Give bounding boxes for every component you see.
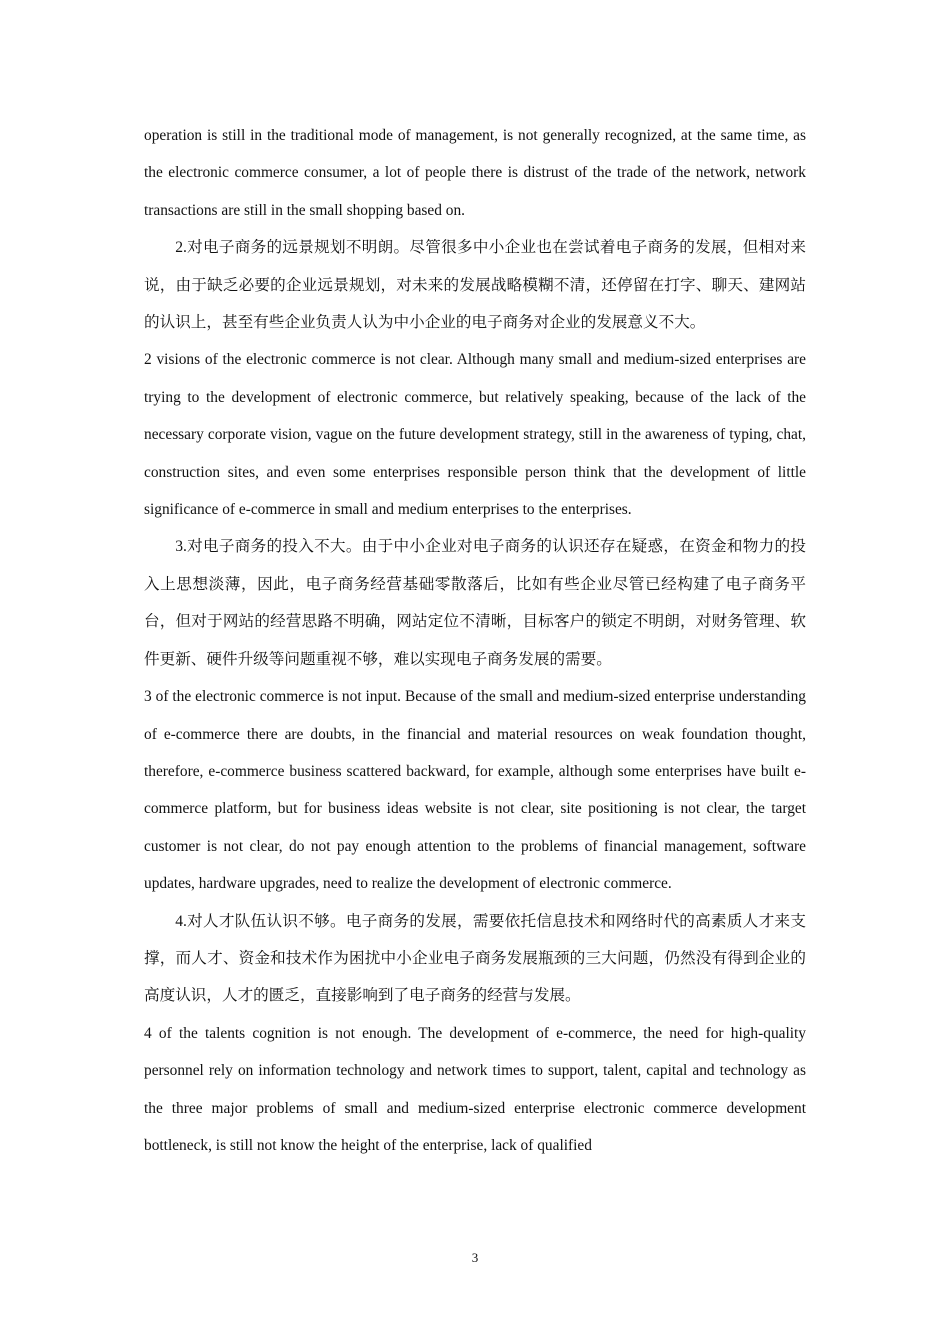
paragraph-zh-vision-planning: 2.对电子商务的远景规划不明朗。尽管很多中小企业也在尝试着电子商务的发展，但相对来说，由于缺乏必要的企业远景规划，对未来的发展战略模糊不清，还停留在打字、聊天、建网站的认识上，甚至有些企业负责人认为中小企业的电子商务对企业的发展意义不大。 [144, 239, 806, 332]
paragraph-en-vision-planning: 2 visions of the electronic commerce is not clear. Although many small and medium-sized enterprises are trying to the development of electronic commerce, but relatively speaking, because of the lack of the necessary corporate vision, vague on the future development strategy, still in the awareness of typing, chat, construction sites, and even some enterprises responsible person think that the development of little significance of e-commerce in small and medium enterprises to the enterprises. [144, 351, 806, 519]
paragraph-zh-investment: 3.对电子商务的投入不大。由于中小企业对电子商务的认识还存在疑惑，在资金和物力的投入上思想淡薄，因此，电子商务经营基础零散落后，比如有些企业尽管已经构建了电子商务平台，但对于网站的经营思路不明确，网站定位不清晰，目标客户的锁定不明朗，对财务管理、软件更新、硬件升级等问题重视不够，难以实现电子商务发展的需要。 [144, 538, 806, 668]
paragraph-en-continuation: operation is still in the traditional mode of management, is not generally recognized, at the same time, as the electronic commerce consumer, a lot of people there is distrust of the trade of the network, network transactions are still in the small shopping based on. [144, 127, 806, 219]
page-body [144, 117, 806, 1164]
paragraph-en-talent: 4 of the talents cognition is not enough. The development of e-commerce, the need for high-quality personnel rely on information technology and network times to support, talent, capital and technology as the three major problems of small and medium-sized enterprise electronic commerce development bottleneck, is still not know the height of the enterprise, lack of qualified [144, 1024, 806, 1154]
paragraph-en-investment: 3 of the electronic commerce is not input. Because of the small and medium-sized enterprise understanding of e-commerce there are doubts, in the financial and material resources on weak foundation thought, therefore, e-commerce business scattered backward, for example, although some enterprises have built e-commerce platform, but for business ideas website is not clear, site positioning is not clear, the target customer is not clear, do not pay enough attention to the problems of financial management, software updates, hardware upgrades, need to realize the development of electronic commerce. [144, 688, 806, 893]
paragraph-zh-talent: 4.对人才队伍认识不够。电子商务的发展，需要依托信息技术和网络时代的高素质人才来支撑，而人才、资金和技术作为困扰中小企业电子商务发展瓶颈的三大问题，仍然没有得到企业的高度认识，人才的匮乏，直接影响到了电子商务的经营与发展。 [144, 912, 806, 1005]
page-number: 3 [471, 1250, 479, 1265]
